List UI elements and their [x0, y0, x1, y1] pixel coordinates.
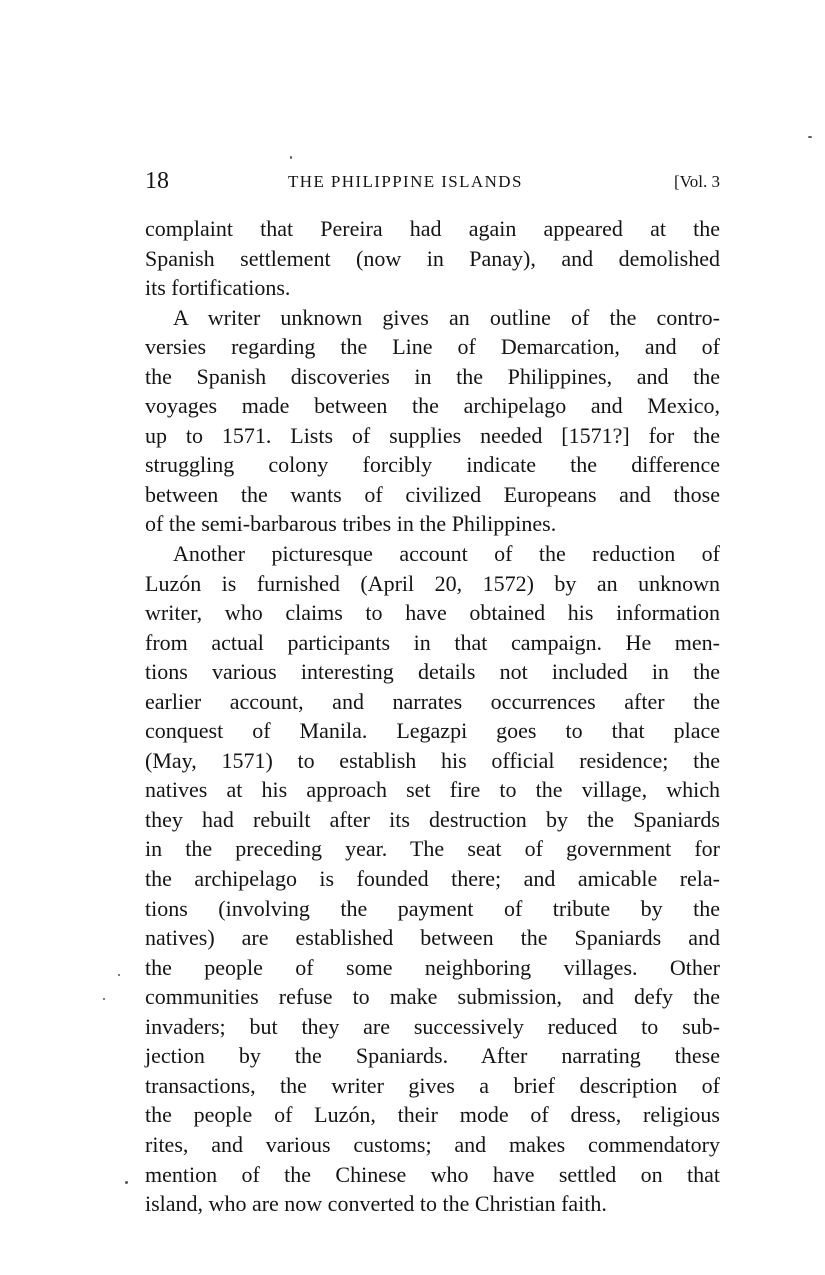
text-line: tions various interesting details not included in the [145, 659, 720, 685]
text-line: natives) are established between the Spaniards and [145, 925, 720, 951]
text-line: tions (involving the payment of tribute by the [145, 895, 720, 921]
text-line: the people of Luzón, their mode of dress, religious [145, 1102, 720, 1128]
text-line: the Spanish discoveries in the Philippines, and the [145, 363, 720, 389]
text-line: rites, and various customs; and makes commendatory [145, 1131, 720, 1157]
text-line: transactions, the writer gives a brief description of [145, 1072, 720, 1098]
text-line: the archipelago is founded there; and amicable rela- [145, 866, 720, 892]
text-line: struggling colony forcibly indicate the difference [145, 452, 720, 478]
running-header [145, 166, 720, 196]
scan-speck [808, 136, 812, 138]
text-line: invaders; but they are successively reduced to sub- [145, 1013, 720, 1039]
text-line: between the wants of civilized Europeans and those [145, 481, 720, 507]
text-line: complaint that Pereira had again appeared at the [145, 216, 720, 241]
text-line: they had rebuilt after its destruction by the Spaniards [145, 806, 720, 832]
text-line: Spanish settlement (now in Panay), and demolished [145, 245, 720, 271]
text-line: the people of some neighboring villages. Other [145, 954, 720, 980]
text-line: earlier account, and narrates occurrences after the [145, 688, 720, 714]
volume-label: [Vol. 3 [674, 172, 720, 191]
text-line: natives at his approach set fire to the village, which [145, 777, 720, 803]
page-number: 18 [145, 168, 169, 194]
text-line: writer, who claims to have obtained his information [145, 600, 720, 626]
text-line: voyages made between the archipelago and Mexico, [145, 393, 720, 419]
text-line: mention of the Chinese who have settled on that [145, 1161, 720, 1187]
text-line: its fortifications. [145, 275, 291, 301]
text-line: Luzón is furnished (April 20, 1572) by an unknown [145, 570, 720, 596]
body-text [145, 214, 720, 1219]
text-line: conquest of Manila. Legazpi goes to that place [145, 718, 720, 744]
text-line: from actual participants in that campaign. He men- [145, 629, 720, 655]
text-line: versies regarding the Line of Demarcation, and of [145, 334, 720, 360]
text-line: (May, 1571) to establish his official residence; the [145, 747, 720, 773]
paragraph-first-line: Another picturesque account of the reduction of [173, 541, 720, 567]
scan-speck [290, 156, 292, 159]
text-line: in the preceding year. The seat of government for [145, 836, 720, 862]
paragraph-first-line: A writer unknown gives an outline of the contro- [173, 304, 720, 330]
scan-speck [118, 974, 120, 976]
running-title: THE PHILIPPINE ISLANDS [288, 172, 523, 191]
text-line: island, who are now converted to the Christian faith. [145, 1191, 607, 1217]
text-line: jection by the Spaniards. After narrating these [145, 1043, 720, 1069]
text-line: up to 1571. Lists of supplies needed [1571?] for the [145, 422, 720, 448]
text-line: communities refuse to make submission, and defy the [145, 984, 720, 1010]
scan-speck [103, 998, 105, 1000]
text-line: of the semi-barbarous tribes in the Philippines. [145, 511, 557, 537]
scan-speck [125, 1181, 128, 1184]
